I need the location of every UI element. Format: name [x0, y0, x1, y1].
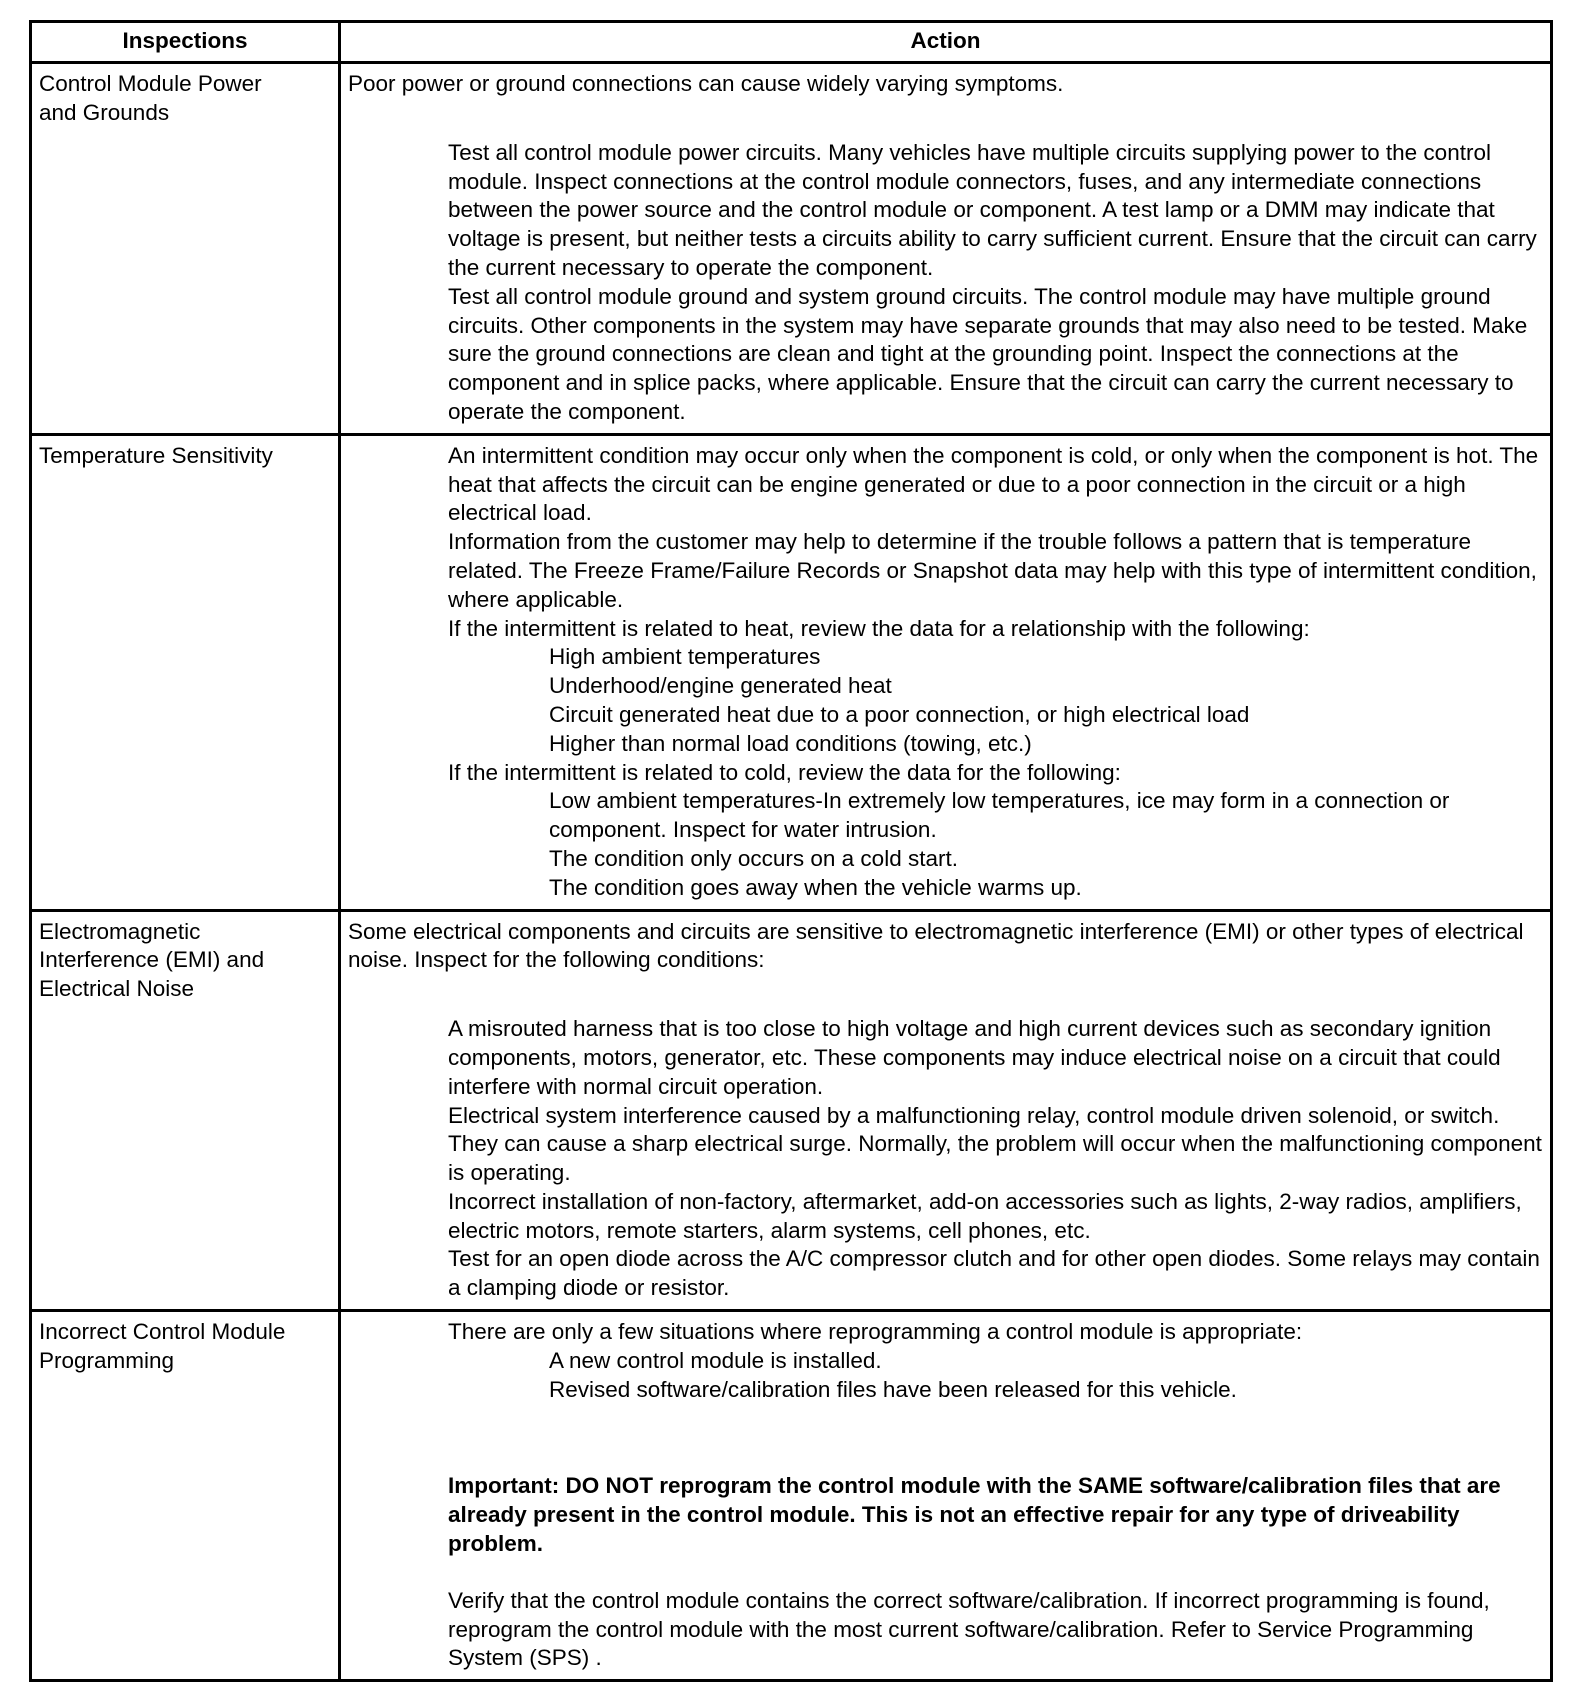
- action-subitem: A new control module is installed.: [549, 1347, 882, 1373]
- inspection-cell: [31, 1311, 340, 1681]
- inspection-cell: [31, 434, 340, 910]
- inspection-cell: [31, 63, 340, 435]
- action-item: There are only a few situations where reprogramming a control module is appropriate:: [448, 1319, 1303, 1345]
- action-subitem: Circuit generated heat due to a poor connection, or high electrical load: [549, 701, 1250, 727]
- inspection-line: Electromagnetic: [39, 918, 201, 944]
- table-row: [31, 910, 1552, 1311]
- action-intro: Poor power or ground connections can cause widely varying symptoms.: [348, 71, 1064, 96]
- action-cell: [340, 1311, 1552, 1681]
- action-item: If the intermittent is related to heat, review the data for a relationship with the following:: [448, 615, 1310, 641]
- inspection-line: Programming: [39, 1347, 175, 1373]
- action-item: Test all control module power circuits. Many vehicles have multiple circuits supplying power to the control module. Inspect connections at the control module connectors, fuses, and any intermediate connections between the power source and the control module or component. A test lamp or a DMM may indicate that voltage is present, but neither tests a circuits ability to carry sufficient current. Ensure that the circuit can carry the current necessary to operate the component.: [448, 139, 1537, 280]
- action-item: Incorrect installation of non-factory, aftermarket, add-on accessories such as lights, 2-way radios, amplifiers, electric motors, remote starters, alarm systems, cell phones, etc.: [448, 1188, 1522, 1243]
- inspection-line: Interference (EMI) and: [39, 947, 265, 973]
- action-cell: [340, 63, 1552, 435]
- table-row: [31, 63, 1552, 435]
- action-intro: Some electrical components and circuits are sensitive to electromagnetic interference (EMI) or other types of electrical noise. Inspect for the following conditions:: [348, 918, 1524, 973]
- header-row: [31, 22, 1552, 63]
- inspection-line: Control Module Power: [39, 71, 262, 96]
- inspection-line: Electrical Noise: [39, 976, 195, 1002]
- inspection-line: Temperature Sensitivity: [39, 442, 273, 468]
- header-action: Action: [340, 22, 1552, 63]
- action-cell: [340, 910, 1552, 1311]
- action-subitem: Revised software/calibration files have been released for this vehicle.: [549, 1376, 1237, 1402]
- action-item: If the intermittent is related to cold, review the data for the following:: [448, 759, 1121, 785]
- action-subitem: High ambient temperatures: [549, 644, 821, 670]
- inspection-line: Incorrect Control Module: [39, 1319, 286, 1345]
- action-subitem: Low ambient temperatures-In extremely low temperatures, ice may form in a connection or component. Inspect for water intrusion.: [549, 788, 1450, 843]
- inspections-table: [29, 20, 1553, 1682]
- action-subitem: The condition only occurs on a cold start.: [549, 845, 958, 871]
- action-item: Test for an open diode across the A/C compressor clutch and for other open diodes. Some relays may contain a clamping diode or resistor.: [448, 1246, 1540, 1301]
- action-item: Test all control module ground and system ground circuits. The control module may have multiple ground circuits. Other components in the system may have separate grounds that may also need to be tested. Make sure the ground connections are clean and tight at the grounding point. Inspect the connections at the component and in splice packs, where applicable. Ensure that the circuit can carry the current necessary to operate the component.: [448, 283, 1528, 424]
- action-item: A misrouted harness that is too close to high voltage and high current devices such as secondary ignition components, motors, generator, etc. These components may induce electrical noise on a circuit that could interfere with normal circuit operation.: [448, 1016, 1501, 1099]
- table-row: [31, 434, 1552, 910]
- action-item: Information from the customer may help to determine if the trouble follows a pattern that is temperature related. The Freeze Frame/Failure Records or Snapshot data may help with this type of intermittent condition, where applicable.: [448, 529, 1537, 612]
- inspection-line: and Grounds: [39, 99, 170, 125]
- action-item: Verify that the control module contains the correct software/calibration. If incorrect programming is found, reprogram the control module with the most current software/calibration. Refer to Service Programming System (SPS) .: [448, 1587, 1490, 1671]
- important-note: Important: DO NOT reprogram the control module with the SAME software/calibration files that are already present in the control module. This is not an effective repair for any type of driveability problem.: [448, 1473, 1501, 1557]
- action-subitem: Higher than normal load conditions (towing, etc.): [549, 730, 1032, 756]
- action-subitem: Underhood/engine generated heat: [549, 673, 892, 699]
- action-cell: [340, 434, 1552, 910]
- header-inspections: Inspections: [31, 22, 340, 63]
- inspection-cell: [31, 910, 340, 1311]
- action-item: Electrical system interference caused by a malfunctioning relay, control module driven solenoid, or switch. They can cause a sharp electrical surge. Normally, the problem will occur when the malfunctioning component is operating.: [448, 1102, 1542, 1186]
- table-row: [31, 1311, 1552, 1681]
- action-item: An intermittent condition may occur only when the component is cold, or only when the component is hot. The heat that affects the circuit can be engine generated or due to a poor connection in the circuit or a high electrical load.: [448, 442, 1539, 526]
- action-subitem: The condition goes away when the vehicle warms up.: [549, 874, 1082, 900]
